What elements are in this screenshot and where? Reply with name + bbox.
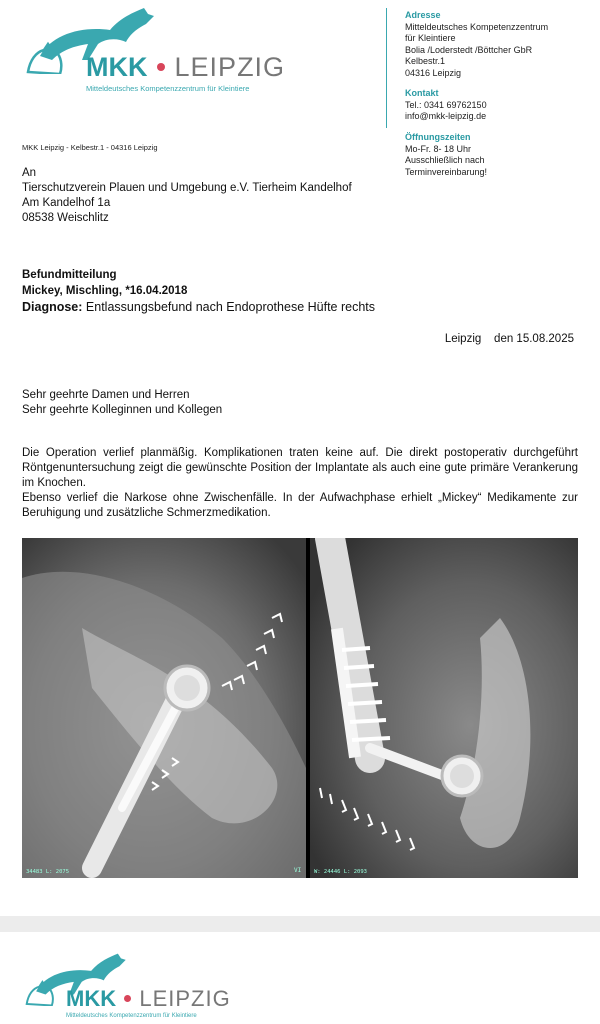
logo-tagline: Mitteldeutsches Kompetenzzentrum für Kleintiere xyxy=(66,1013,197,1019)
salutation-line: Sehr geehrte Kolleginnen und Kollegen xyxy=(22,404,223,416)
logo-dot xyxy=(124,995,131,1002)
recipient-line: Am Kandelhof 1a xyxy=(22,197,111,209)
address-block xyxy=(405,10,548,79)
diagnosis-line xyxy=(22,299,375,315)
mkk-logo xyxy=(22,4,302,96)
xray-right-label: W: 24446 L: 2093 xyxy=(314,869,367,875)
contact-phone[interactable]: Tel.: 0341 69762150 xyxy=(405,99,487,110)
xray-images xyxy=(22,538,578,878)
header-divider xyxy=(386,8,387,128)
salutation xyxy=(22,388,222,418)
contact-heading: Kontakt xyxy=(405,88,439,98)
address-heading: Adresse xyxy=(405,10,441,20)
logo-brand-city: LEIPZIG xyxy=(174,52,286,82)
subject-block xyxy=(22,267,375,315)
address-line: Mitteldeutsches Kompetenzzentrum xyxy=(405,21,549,32)
contact-email[interactable]: info@mkk-leipzig.de xyxy=(405,111,487,121)
logo-tagline: Mitteldeutsches Kompetenzzentrum für Kleintiere xyxy=(86,84,250,93)
logo-brand-city: LEIPZIG xyxy=(139,986,231,1011)
recipient-address xyxy=(22,166,352,226)
recipient-line: An xyxy=(22,167,37,179)
logo-dot xyxy=(157,63,165,71)
address-line: für Kleintiere xyxy=(405,33,456,43)
date-line: Leipzig den 15.08.2025 xyxy=(444,333,574,345)
diagnosis-label: Diagnose: xyxy=(22,300,83,314)
hours-line: Mo-Fr. 8- 18 Uhr xyxy=(405,143,472,154)
mkk-logo-page-2 xyxy=(22,950,242,1022)
xray-left-label: 34483 L: 2075 xyxy=(26,869,70,875)
hours-line: Terminvereinbarung! xyxy=(405,166,488,177)
address-line: 04316 Leipzig xyxy=(405,67,462,78)
address-line: Kelbestr.1 xyxy=(405,56,446,66)
xray-left-orientation: VI xyxy=(294,867,302,874)
contact-block xyxy=(405,88,487,123)
patient-info: Mickey, Mischling, *16.04.2018 xyxy=(22,285,188,297)
hours-heading: Öffnungszeiten xyxy=(405,132,471,142)
logo-brand-main: MKK xyxy=(66,986,117,1011)
logo-brand-main: MKK xyxy=(86,52,148,82)
body-paragraph: Die Operation verlief planmäßig. Komplikationen traten keine auf. Die direkt postoperativ durchgeführt Röntgenuntersuchung zeigt die gewünschte Position der Implantate als auch eine gute primäre Verankerung im Knochen. xyxy=(22,447,578,489)
address-line: Bolia /Loderstedt /Böttcher GbR xyxy=(405,44,533,55)
subject-title: Befundmitteilung xyxy=(22,269,117,281)
xray-lateral-image[interactable] xyxy=(22,538,306,878)
xray-vd-image[interactable] xyxy=(310,538,578,878)
hours-block xyxy=(405,132,487,178)
sender-line: MKK Leipzig - Kelbestr.1 - 04316 Leipzig xyxy=(22,143,158,152)
body-paragraph: Ebenso verlief die Narkose ohne Zwischenfälle. In der Aufwachphase erhielt „Mickey“ Medikamente zur Beruhigung und zusätzliche Schmerzmedikation. xyxy=(22,492,578,519)
recipient-line: 08538 Weischlitz xyxy=(22,212,109,224)
diagnosis-value: Entlassungsbefund nach Endoprothese Hüfte rechts xyxy=(85,300,376,314)
recipient-line: Tierschutzverein Plauen und Umgebung e.V. Tierheim Kandelhof xyxy=(22,182,352,194)
salutation-line: Sehr geehrte Damen und Herren xyxy=(22,389,190,401)
letter-page-2 xyxy=(0,932,600,1024)
hours-line: Ausschließlich nach xyxy=(405,155,485,165)
letter-body xyxy=(22,446,578,521)
